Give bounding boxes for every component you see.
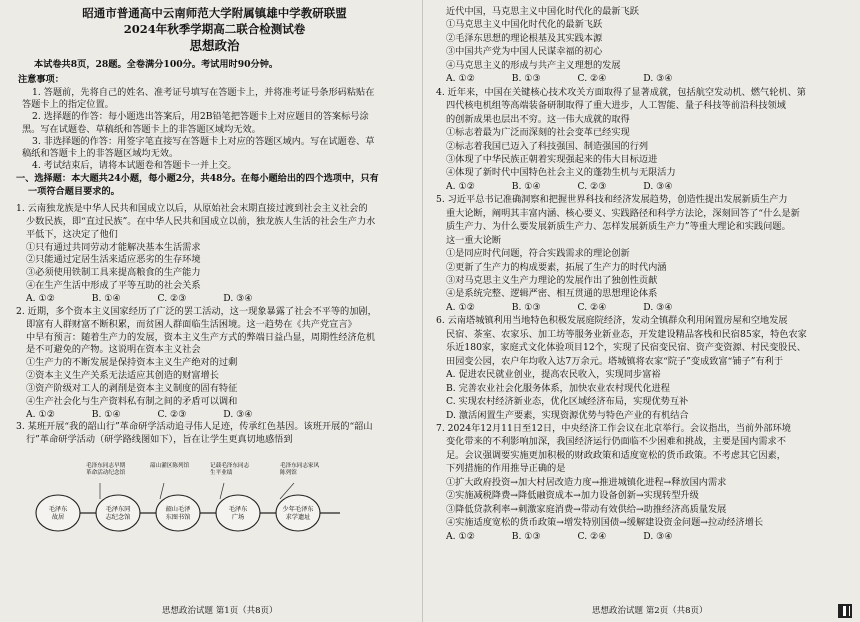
text-line: B. 完善农业社会化服务体系，加快农业农村现代化进程 (446, 382, 670, 394)
text-line: ④体现了新时代中国特色社会主义的蓬勃生机与无限活力 (446, 167, 676, 179)
text-line: 5. 习近平总书记准确洞察和把握世界科技和经济发展趋势，创造性提出发展新质生产力 (436, 194, 788, 206)
text-line: 这一重大论断 (446, 234, 502, 246)
page-2 (432, 0, 850, 622)
svg-text:记载毛泽东同志: 记载毛泽东同志 (210, 463, 250, 469)
svg-text:毛泽东同志早期: 毛泽东同志早期 (86, 463, 126, 469)
route-node (216, 495, 260, 531)
text-line: ④马克思主义的形成与共产主义理想的发展 (446, 59, 621, 71)
svg-text:生平业绩: 生平业绩 (210, 470, 233, 476)
text-line: 下列措施的作用推导正确的是 (446, 463, 566, 475)
text-line: C. 实现农村经济新业态，优化区域经济布局，实现优势互补 (446, 396, 689, 408)
svg-text:少年毛泽东: 少年毛泽东 (282, 506, 314, 513)
text-line: 4. 近年来，中国在关键核心技术攻关方面取得了显著成就，包括航空发动机、燃气轮机、第 (436, 86, 806, 98)
text-line: ①扩大政府投资→加大村居改造力度→推进城镇化进程→释放国内需求 (446, 476, 727, 488)
text-line: ③体现了中华民族正朝着实现强起来的伟大目标迈进 (446, 153, 658, 165)
svg-text:毛泽东: 毛泽东 (228, 506, 248, 513)
exam-title-line1: 昭通市普通高中云南师范大学附属镇雄中学教研联盟 (82, 6, 347, 20)
text-line: 少数民族，即“直过民族”。在中华人民共和国成立以前，独龙族人生活的社会生产力水 (26, 215, 376, 227)
svg-text:陈列馆: 陈列馆 (280, 470, 297, 476)
text-line: 稿纸和答题卡上的非答题区域均无效。 (22, 148, 179, 159)
text-line: 质生产力、为什么要发展新质生产力、怎样发展新质生产力”等重大理论和实践问题。 (446, 221, 791, 233)
text-line: ①马克思主义中国化时代化的最新飞跃 (446, 19, 603, 31)
text-line: ④是系统完整、逻辑严密、相互贯通的思想理论体系 (446, 288, 658, 300)
text-line: 变化带来的不利影响加深，我国经济运行仍面临不少困难和挑战，主要是国内需求不 (446, 436, 786, 448)
text-line: 2. 选择题的作答：每小题选出答案后，用2B铅笔把答题卡上对应题目的答案标号涂 (32, 111, 369, 123)
exam-info: 本试卷共8页，28题。全卷满分100分。考试用时90分钟。 (34, 59, 279, 70)
text-line: A. 促进农民就业创业，提高农民收入，实现同步富裕 (446, 369, 661, 381)
route-node (96, 495, 140, 531)
text-line: ④在生产生活中形成了平等互助的社会关系 (26, 280, 201, 292)
route-note (280, 461, 320, 499)
text-line: ①标志着最为广泛而深刻的社会变革已经实现 (446, 127, 630, 139)
svg-text:求学遗址: 求学遗址 (285, 514, 311, 521)
page1-footer: 思想政治试题 第1页（共8页） (162, 606, 278, 616)
text-line: ③降低贷款利率→刺激家庭消费→带动有效供给→助推经济高质量发展 (446, 503, 727, 515)
svg-text:广场: 广场 (231, 514, 245, 521)
text-line: 的创新成果也层出不穷。这一伟大成就的取得 (446, 113, 630, 125)
route-note (210, 461, 250, 499)
text-line: 平低下，这决定了他们 (26, 228, 118, 240)
route-node (36, 495, 80, 531)
text-line: A. ①② B. ①④ C. ②③ D. ③④ (26, 408, 253, 420)
text-line: 6. 云南塔城镇利用当地特色积极发展庭院经济，发动全镇群众利用闲置房屋和空地发展 (436, 315, 788, 327)
text-line: 7. 2024年12月11日至12日，中央经济工作会议在北京举行。会议指出，当前外部环境 (436, 422, 791, 434)
text-line: 行”革命研学活动（研学路线图如下），旨在让学生更真切地感悟到 (26, 434, 293, 446)
text-line: ②标志着我国已迈入了科技强国、制造强国的行列 (446, 140, 649, 152)
text-line: ②毛泽东思想的理论根基及其实践本源 (446, 32, 603, 44)
svg-text:韶山灌区陈列馆: 韶山灌区陈列馆 (150, 463, 190, 469)
text-line: ③必须使用铁制工具来提高粮食的生产能力 (26, 267, 201, 279)
text-line: ②实施减税降费→降低融资成本→加力设备创新→实现转型升级 (446, 490, 699, 502)
text-line: ②资本主义生产关系无法适应其创造的财富增长 (26, 370, 219, 382)
text-line: ③中国共产党为中国人民谋幸福的初心 (446, 46, 603, 58)
notice-heading: 注意事项： (18, 74, 64, 85)
exam-title-line2: 2024年秋季学期高二联合检测试卷 (123, 22, 306, 36)
text-line: 2. 近期，多个资本主义国家经历了广泛的罢工活动，这一现象暴露了社会不平等的加剧， (16, 305, 377, 317)
text-line: 黑。写在试题卷、草稿纸和答题卡上的非答题区域均无效。 (22, 123, 261, 135)
svg-text:志纪念馆: 志纪念馆 (105, 514, 131, 521)
route-note (150, 461, 190, 499)
text-line: 近代中国，马克思主义中国化时代化的最新飞跃 (446, 6, 639, 17)
text-line: A. ①② B. ①④ C. ②③ D. ③④ (26, 292, 253, 304)
route-node (276, 495, 320, 531)
text-line: A. ①② B. ①③ C. ②④ D. ③④ (446, 301, 673, 313)
svg-text:毛泽东同: 毛泽东同 (105, 506, 131, 513)
svg-text:毛泽东同志家风: 毛泽东同志家风 (280, 463, 320, 469)
text-line: 4. 考试结束后，请将本试题卷和答题卡一并上交。 (32, 160, 237, 172)
text-line: ①只有通过共同劳动才能解决基本生活需求 (26, 241, 201, 253)
text-line: A. ①② B. ①③ C. ②④ D. ③④ (446, 530, 673, 542)
text-line: D. 激活闲置生产要素，实现资源优势与特色产业的有机结合 (446, 409, 689, 421)
text-line: ①生产力的不断发展是保持资本主义生产绝对的过剩 (26, 357, 238, 369)
text-line: ②更新了生产力的构成要素，拓展了生产力的时代内涵 (446, 261, 667, 273)
research-route-diagram (30, 457, 360, 569)
text-line: ③对马克思主义生产力理论的发展作出了独创性贡献 (446, 275, 658, 286)
text-line: ①是同应时代问题，符合实践需求的理论创新 (446, 248, 630, 260)
text-line: 一项符合题目要求的。 (28, 185, 120, 197)
text-line: 乐近180家，家庭式文化体验项目12个，实现了民宿变民宿、资产变资源、村民变股民、 (446, 342, 806, 354)
svg-text:故居: 故居 (51, 514, 65, 521)
text-line: 1. 云南独龙族是中华人民共和国成立以后，从原始社会末期直接过渡到社会主义社会的 (16, 203, 368, 214)
text-line: 3. 某班开展“我的韶山行”革命研学活动追寻伟人足迹，传承红色基因。该班开展的“韶山 (16, 421, 373, 433)
text-line: 3. 非选择题的作答：用签字笔直接写在答题卡上对应的答题区域内。写在试题卷、草 (32, 135, 375, 147)
text-line: 民宿、茶室、农家乐、加工坊等服务业新业态，开发建设精品客栈和民宿85家，特色农家 (446, 328, 807, 340)
text-line: ④实施适度宽松的货币政策→增发特别国债→缓解建设资金问题→拉动经济增长 (446, 517, 764, 529)
svg-text:毛泽东: 毛泽东 (48, 506, 68, 513)
page-divider (422, 0, 423, 622)
page-1 (12, 0, 417, 622)
text-line: 四代核电机组等高端装备研制取得了重大进步，人工智能、量子科技等前沿科技领域 (446, 100, 786, 112)
svg-text:革命活动纪念馆: 革命活动纪念馆 (86, 470, 126, 476)
text-line: ②只能通过定居生活来适应恶劣的生存环境 (26, 254, 201, 266)
page2-footer: 思想政治试题 第2页（共8页） (592, 606, 708, 616)
text-line: 答题卡上的指定位置。 (22, 99, 114, 111)
qr-code-icon (838, 604, 852, 618)
text-line: 1. 答题前，先将自己的姓名、准考证号填写在答题卡上，并将准考证号条形码粘贴在 (32, 87, 375, 98)
svg-text:韶山毛泽: 韶山毛泽 (165, 506, 191, 513)
text-line: 即富有人群财富不断积累，而贫困人群面临生活困境。这一趋势在《共产党宣言》 (26, 318, 357, 330)
text-line: A. ①② B. ①④ C. ②③ D. ③④ (446, 180, 673, 192)
svg-text:东图书馆: 东图书馆 (165, 514, 191, 521)
text-line: ④生产社会化与生产资料私有制之间的矛盾可以调和 (26, 395, 238, 407)
exam-subject: 思想政治 (189, 38, 240, 53)
route-node (156, 495, 200, 531)
text-line: 田园变公园，农户年均收入达7万余元。塔城镇将农家“院子”变成致富“铺子”有利于 (446, 355, 784, 367)
text-line: 中早有预言：随着生产力的发展，资本主义生产方式的弊端日益凸显，周期性经济危机 (26, 331, 376, 343)
text-line: 一、选择题：本大题共24小题，每小题2分，共48分。在每小题给出的四个选项中，只有 (16, 173, 379, 184)
text-line: 是不可避免的产物。这说明在资本主义社会 (26, 344, 201, 356)
text-line: 足。会议强调要实施更加积极的财政政策和适度宽松的货币政策。不考虑其它因素， (446, 449, 786, 461)
text-line: 重大论断，阐明其丰富内涵、核心要义、实践路径和科学方法论，深刻回答了“什么是新 (446, 207, 800, 219)
route-note (86, 461, 126, 499)
text-line: ③资产阶级对工人的剥削是资本主义制度的固有特征 (26, 382, 238, 394)
text-line: A. ①② B. ①③ C. ②④ D. ③④ (446, 73, 673, 85)
